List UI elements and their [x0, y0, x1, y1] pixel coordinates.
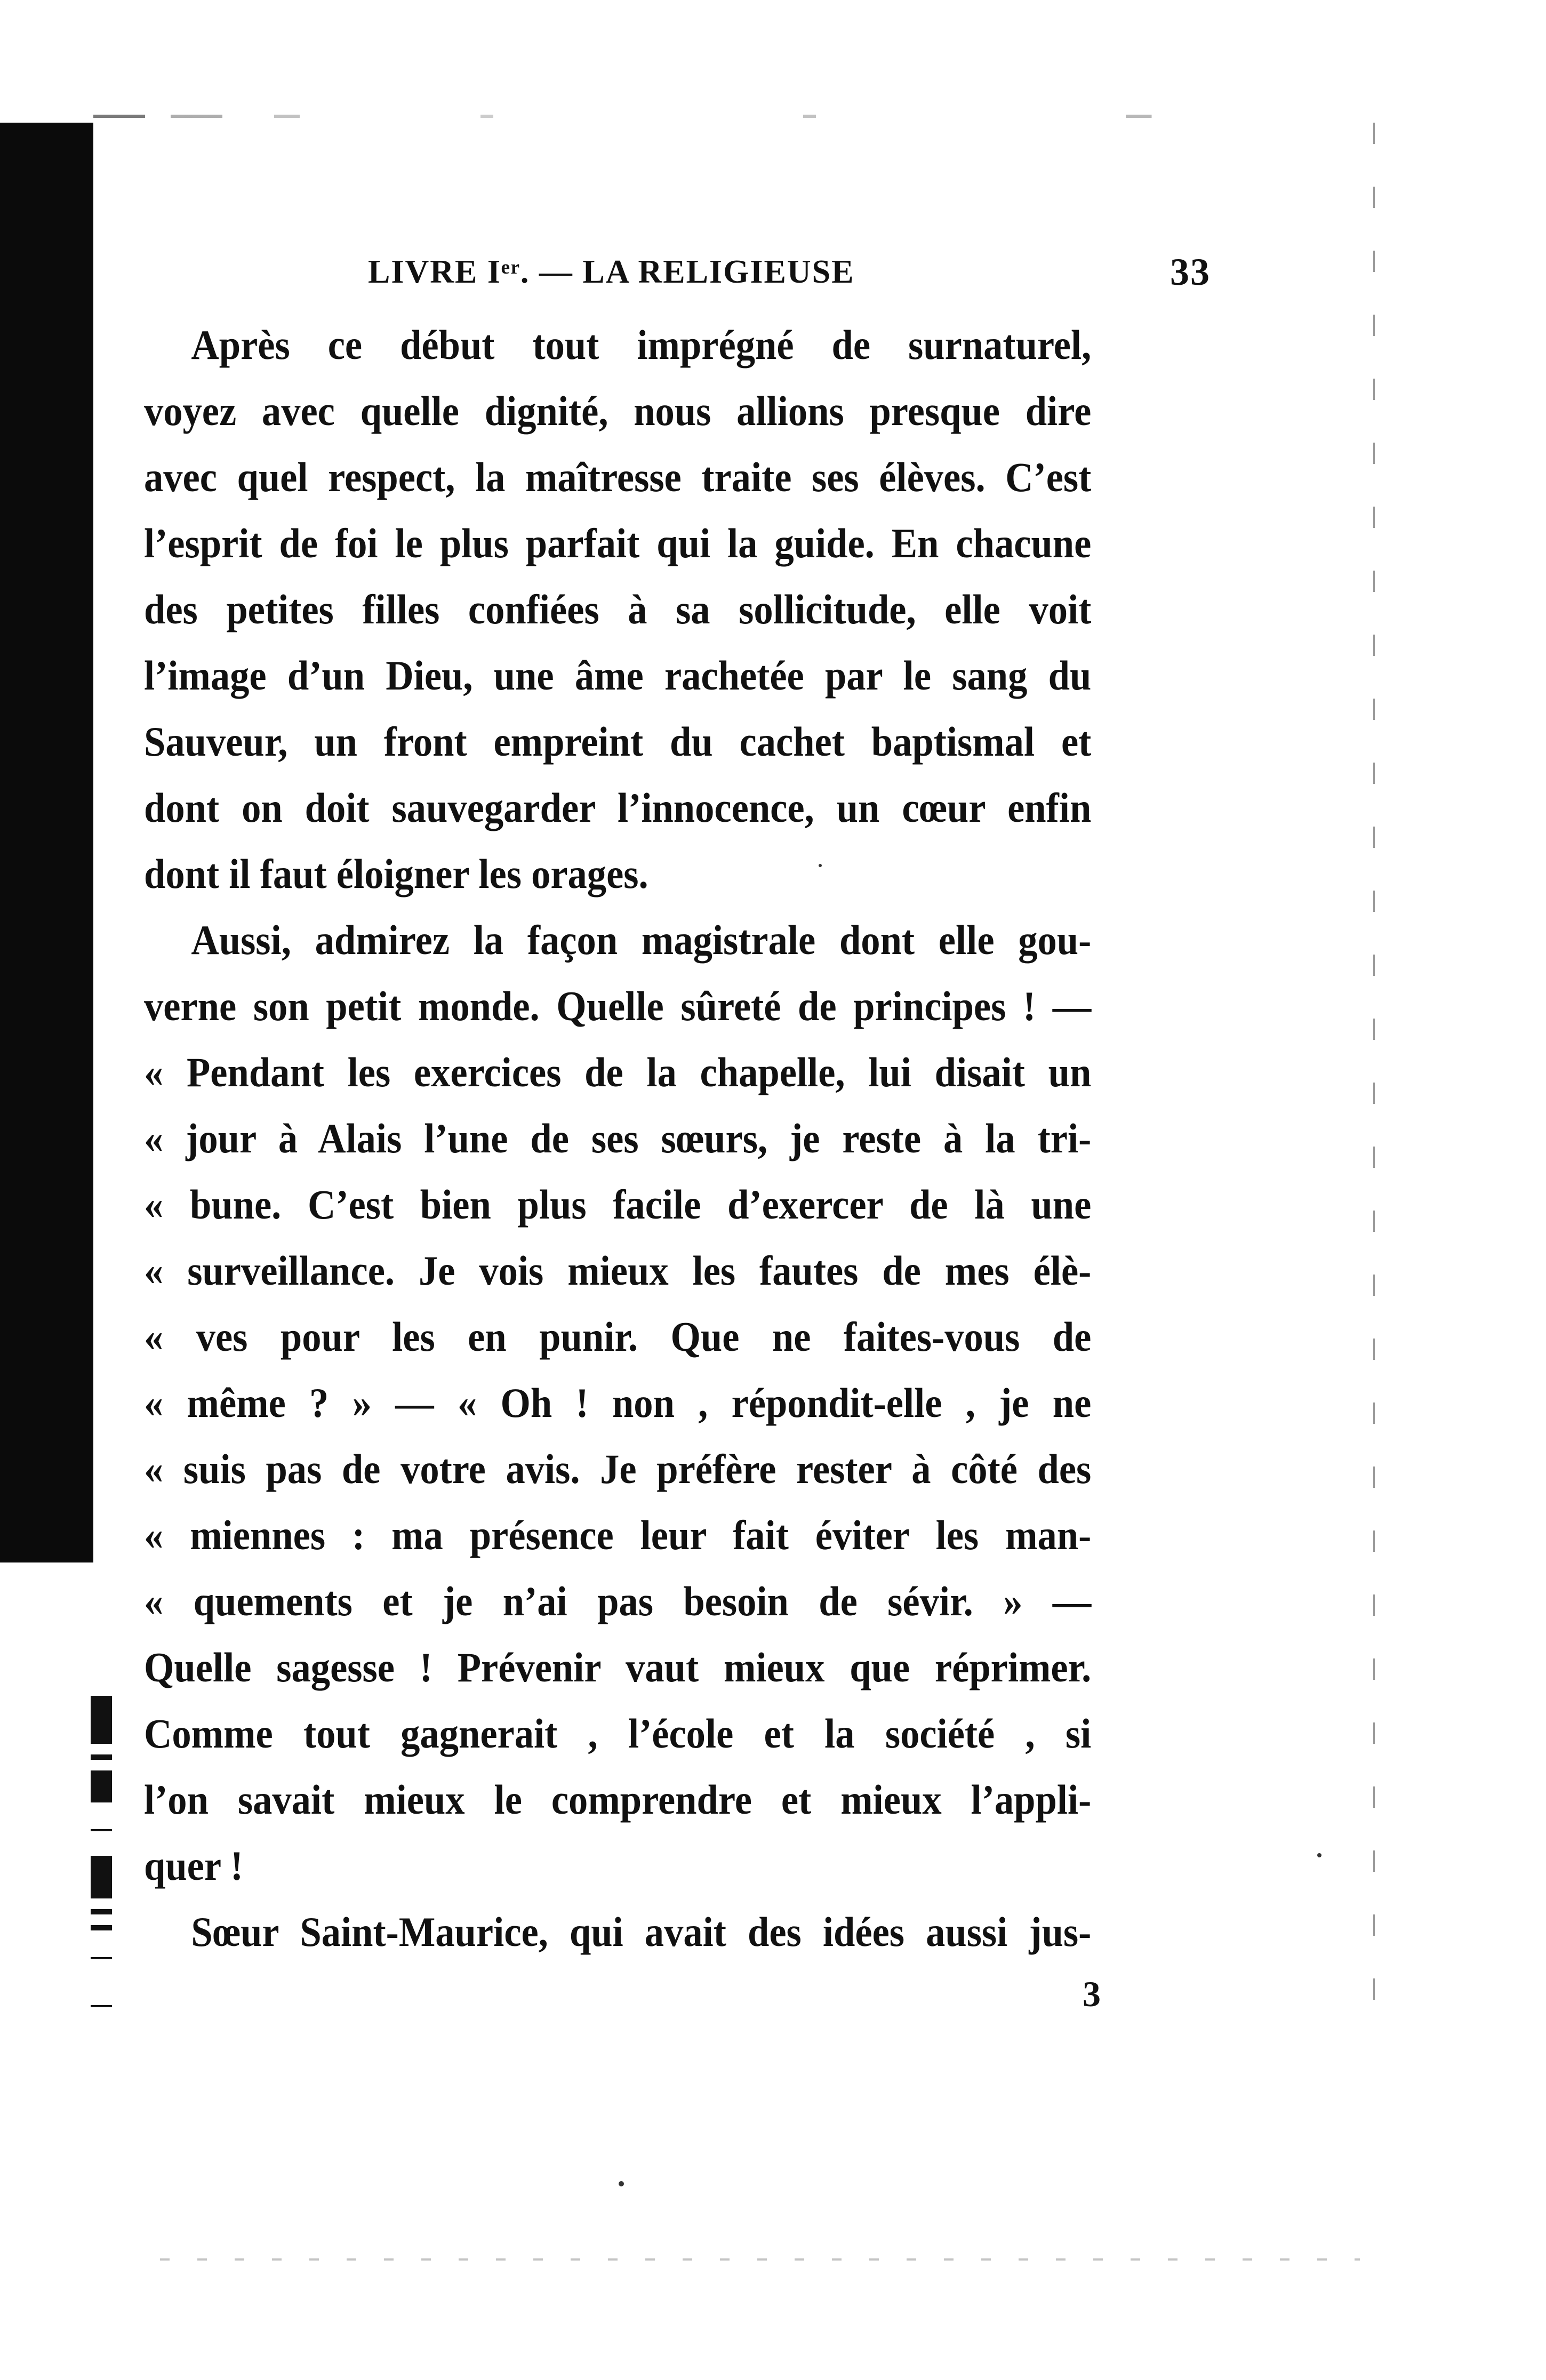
text-line: dont on doit sauvegarder l’innocence, un cœur enfin [144, 784, 1092, 831]
text-line: Quelle sagesse ! Prévenir vaut mieux que réprimer. [144, 1644, 1092, 1690]
body-text [144, 312, 1091, 1965]
text-line: quer ! [144, 1842, 244, 1889]
text-line: Aussi, admirez la façon magistrale dont elle gou- [191, 917, 1092, 963]
text-line: « ves pour les en punir. Que ne faites-vous de [144, 1313, 1092, 1360]
text-line: l’image d’un Dieu, une âme rachetée par le sang du [144, 652, 1092, 699]
binding-mark [91, 1957, 112, 1959]
scan-right-edge [1373, 123, 1375, 2042]
binding-tick-marks [91, 1696, 133, 2026]
text-line: « bune. C’est bien plus facile d’exercer de là une [144, 1181, 1092, 1228]
running-header [144, 243, 1211, 301]
signature-mark: 3 [1083, 1974, 1101, 2014]
text-line: dont il faut éloigner les orages. [144, 851, 648, 897]
page-number: 33 [1170, 251, 1211, 293]
text-line: Sœur Saint-Maurice, qui avait des idées aussi jus- [191, 1909, 1092, 1955]
text-line: « jour à Alais l’une de ses sœurs, je reste à la tri- [144, 1115, 1092, 1161]
binding-mark [91, 1696, 112, 1744]
binding-mark [91, 1754, 112, 1760]
scan-speck [1317, 1853, 1321, 1857]
text-line: « Pendant les exercices de la chapelle, lui disait un [144, 1049, 1092, 1095]
running-title: LIVRE Iᵉʳ. — LA RELIGIEUSE [368, 254, 855, 290]
binding-mark [91, 1856, 112, 1898]
scan-speck [619, 2181, 624, 2186]
text-line: voyez avec quelle dignité, nous allions presque dire [144, 388, 1092, 434]
text-line: Sauveur, un front empreint du cachet baptismal et [144, 718, 1092, 765]
binding-mark [91, 1829, 112, 1831]
text-line: verne son petit monde. Quelle sûreté de principes ! — [144, 983, 1092, 1029]
scan-speck [819, 864, 822, 867]
text-line: l’on savait mieux le comprendre et mieux l’appli- [144, 1776, 1092, 1823]
book-binding-edge [0, 123, 93, 1562]
binding-mark [91, 1909, 112, 1914]
scan-bottom-edge [160, 2258, 1360, 2261]
text-line: Comme tout gagnerait , l’école et la société , si [144, 1710, 1092, 1757]
text-line: Après ce début tout imprégné de surnaturel, [191, 322, 1092, 368]
text-line: avec quel respect, la maîtresse traite ses élèves. C’est [144, 454, 1092, 500]
text-line: l’esprit de foi le plus parfait qui la guide. En chacune [144, 520, 1092, 566]
text-line: « suis pas de votre avis. Je préfère rester à côté des [144, 1446, 1092, 1492]
scan-top-edge [93, 115, 1384, 118]
binding-mark [91, 1925, 112, 1930]
text-line: « surveillance. Je vois mieux les fautes de mes élè- [144, 1247, 1092, 1294]
text-line: « quements et je n’ai pas besoin de sévir. » — [144, 1578, 1092, 1624]
text-line: « même ? » — « Oh ! non , répondit-elle , je ne [144, 1380, 1092, 1426]
binding-mark [91, 1770, 112, 1802]
binding-mark [91, 2005, 112, 2007]
text-line: des petites filles confiées à sa sollicitude, elle voit [144, 586, 1092, 632]
text-line: « miennes : ma présence leur fait éviter les man- [144, 1512, 1092, 1558]
